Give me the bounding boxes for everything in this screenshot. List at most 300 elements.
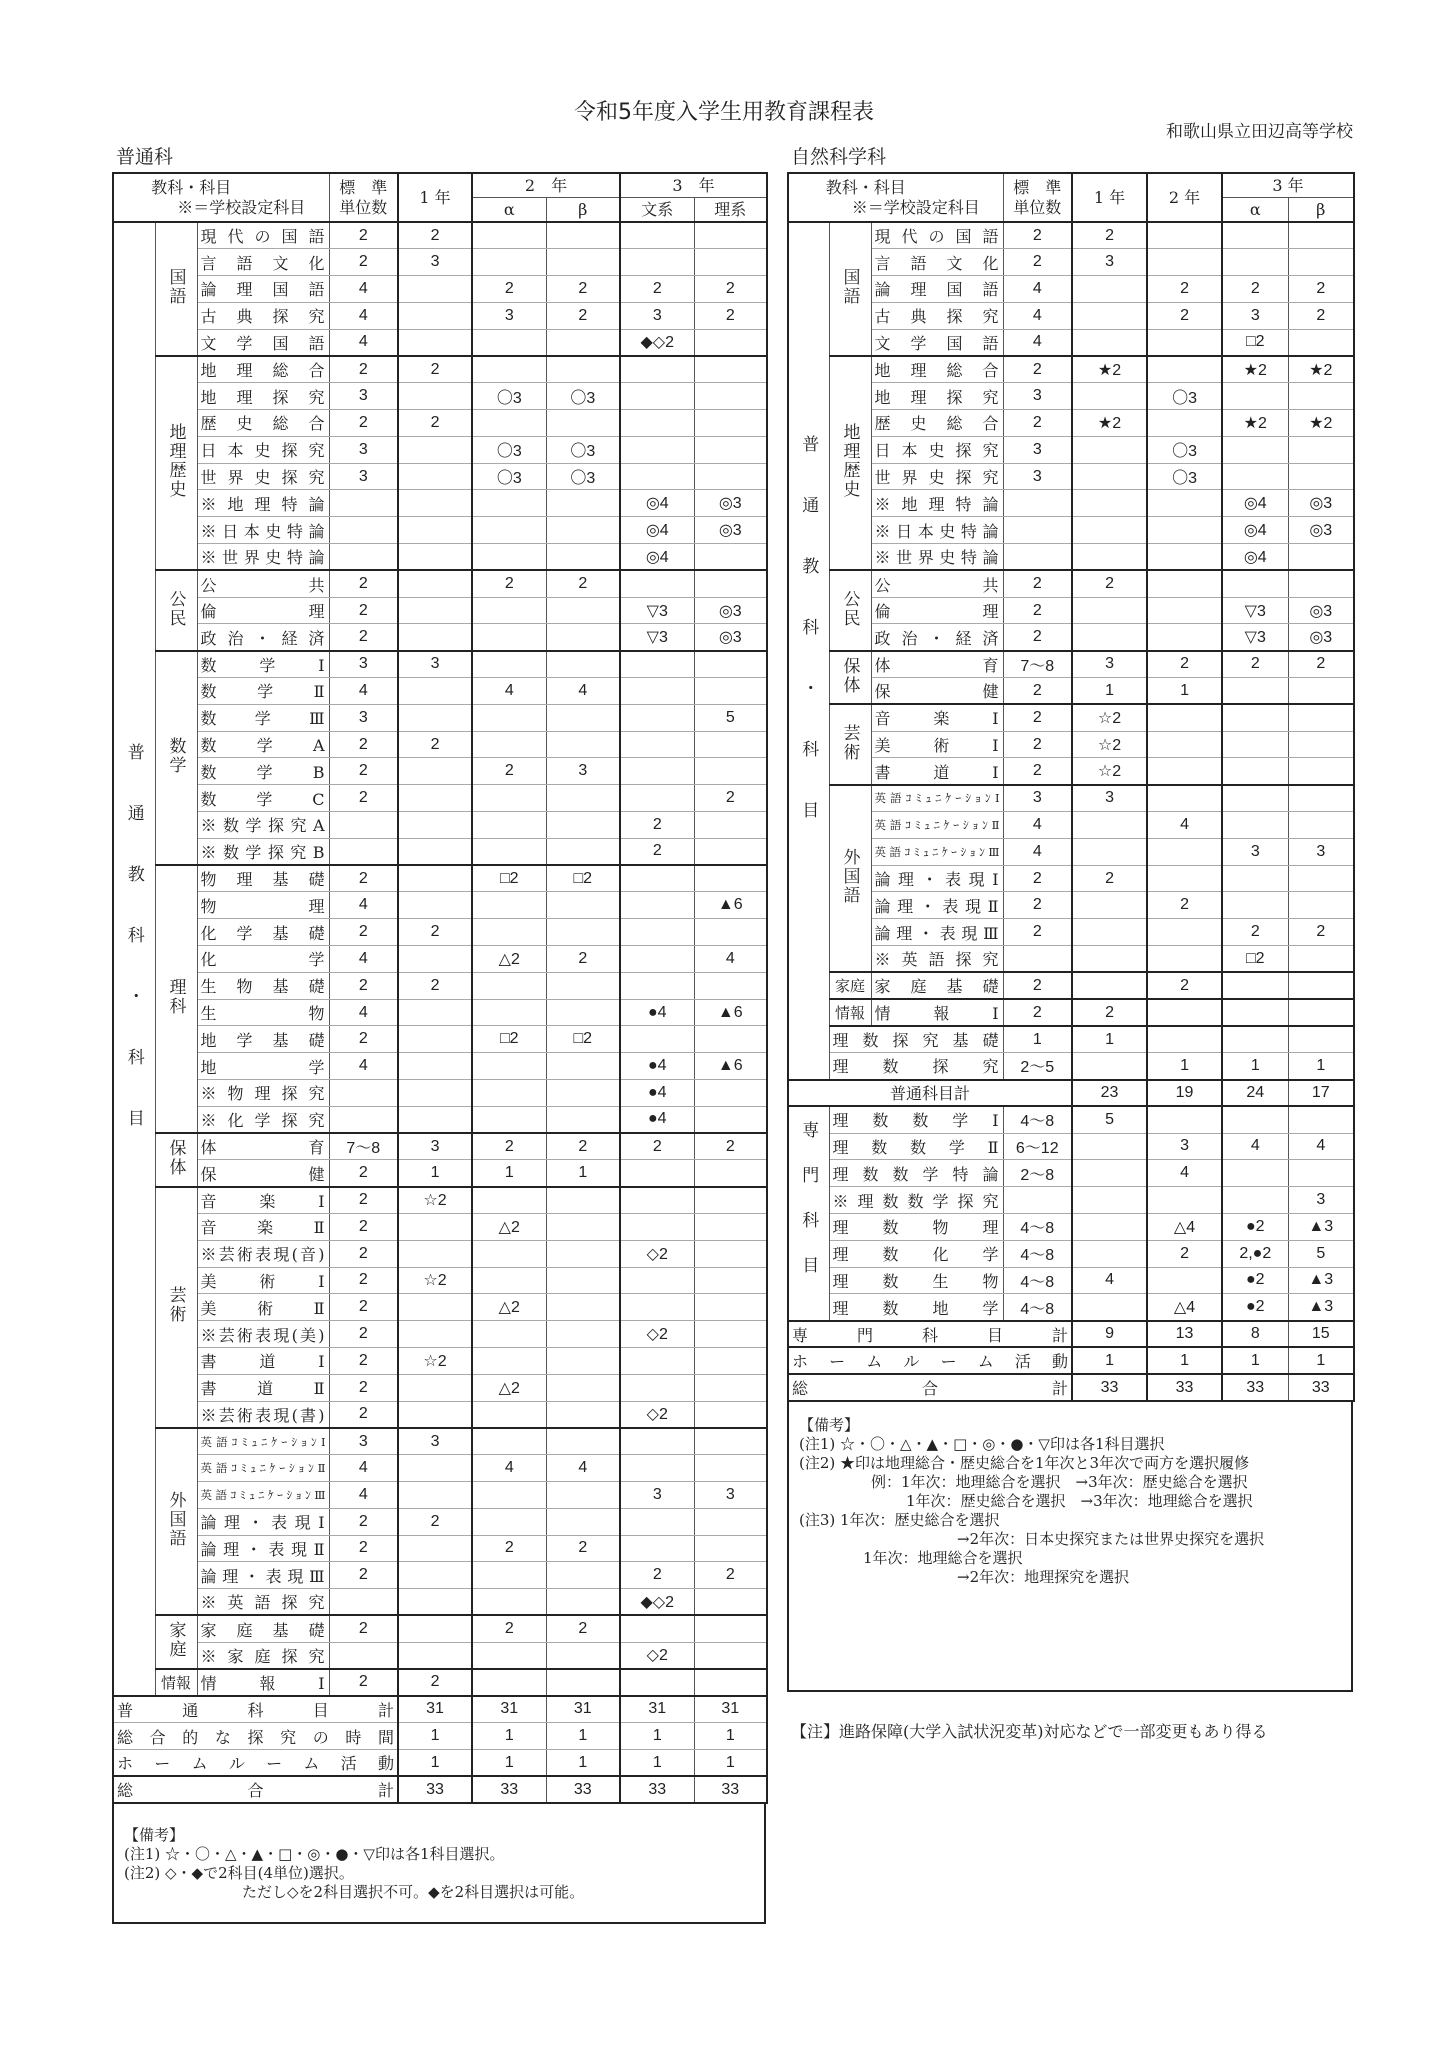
header-std-line2: 単位数: [339, 197, 388, 217]
credit-cell: [620, 946, 694, 973]
credit-cell: 4: [546, 678, 620, 705]
credit-cell: [694, 731, 767, 758]
standard-credits: [329, 812, 398, 839]
credit-cell: △4: [1147, 1294, 1222, 1321]
credit-cell: [472, 1321, 546, 1348]
credit-cell: [1147, 624, 1222, 651]
credit-cell: 2: [620, 812, 694, 839]
credit-cell: [398, 436, 472, 463]
credit-cell: [1288, 678, 1354, 705]
credit-cell: [1288, 731, 1354, 758]
credit-cell: [1072, 972, 1147, 999]
credit-cell: [546, 812, 620, 839]
credit-cell: 〇3: [472, 383, 546, 410]
credit-cell: [1288, 758, 1354, 785]
credit-cell: [398, 785, 472, 812]
credit-cell: 3: [1072, 785, 1147, 812]
credit-cell: 2: [620, 838, 694, 865]
credit-cell: [694, 1401, 767, 1428]
credit-cell: [1222, 249, 1288, 276]
credit-cell: [694, 410, 767, 437]
credit-cell: 1: [398, 1723, 472, 1750]
header-beta: β: [546, 198, 620, 223]
credit-cell: 4: [472, 1455, 546, 1482]
table-row: [113, 1080, 767, 1107]
credit-cell: [1072, 1053, 1147, 1080]
credit-cell: 2: [1147, 302, 1222, 329]
standard-credits: 2: [329, 570, 398, 597]
credit-cell: ●2: [1222, 1213, 1288, 1240]
category-label: 地理歴史: [839, 423, 860, 500]
table-row: [113, 1374, 767, 1401]
credit-cell: 33: [620, 1776, 694, 1803]
credit-cell: [694, 1026, 767, 1053]
standard-credits: 4: [1003, 276, 1072, 303]
credit-cell: [1222, 731, 1288, 758]
credit-cell: [472, 1106, 546, 1133]
credit-cell: ◎3: [694, 597, 767, 624]
standard-credits: 4: [329, 329, 398, 356]
credit-cell: [620, 222, 694, 249]
credit-cell: 3: [1222, 838, 1288, 865]
credit-cell: [620, 410, 694, 437]
credit-cell: [1288, 1026, 1354, 1053]
table-row: [113, 1642, 767, 1669]
standard-credits: 4: [329, 678, 398, 705]
subject-name: 数学Ⅱ: [197, 678, 329, 705]
credit-cell: [472, 1240, 546, 1267]
credit-cell: ◎3: [1288, 517, 1354, 544]
category-cell: [829, 785, 871, 973]
credit-cell: [620, 1535, 694, 1562]
credit-cell: [620, 865, 694, 892]
credit-cell: 1: [694, 1749, 767, 1776]
credit-cell: [398, 329, 472, 356]
credit-cell: [1072, 892, 1147, 919]
side-category: [113, 222, 155, 1696]
table-row: [788, 276, 1354, 303]
subject-name: 地学: [197, 1053, 329, 1080]
table-row: [113, 1240, 767, 1267]
standard-credits: 2: [329, 1240, 398, 1267]
credit-cell: [546, 544, 620, 571]
credit-cell: [1222, 999, 1288, 1026]
standard-credits: 4～8: [1003, 1267, 1072, 1294]
standard-credits: [1003, 946, 1072, 973]
credit-cell: [694, 1321, 767, 1348]
table-row: [113, 597, 767, 624]
note-2-example-2: 1年次：歴史総合を選択 →3年次：地理総合を選択: [906, 1492, 1253, 1511]
credit-cell: [472, 597, 546, 624]
credit-cell: [472, 1562, 546, 1589]
credit-cell: [398, 812, 472, 839]
subject-name: 美術Ⅰ: [197, 1267, 329, 1294]
credit-cell: ◆◇2: [620, 329, 694, 356]
credit-cell: ▽3: [620, 624, 694, 651]
credit-cell: [1222, 704, 1288, 731]
table-row: [113, 1508, 767, 1535]
subject-name: 理数数学特論: [829, 1160, 1003, 1187]
credit-cell: [1288, 892, 1354, 919]
credit-cell: 33: [398, 1776, 472, 1803]
subject-name: 理数生物: [829, 1267, 1003, 1294]
subject-name: 歴史総合: [871, 410, 1003, 437]
category-cell: [829, 972, 871, 999]
subject-name: 地理探究: [197, 383, 329, 410]
note-3: (注3) 1年次：歴史総合を選択: [799, 1511, 1000, 1530]
credit-cell: [1072, 490, 1147, 517]
table-row: [113, 570, 767, 597]
credit-cell: 2: [1288, 651, 1354, 678]
category-label: 公民: [839, 589, 860, 628]
credit-cell: [472, 1187, 546, 1214]
credit-cell: 1: [1072, 1026, 1147, 1053]
credit-cell: [546, 1428, 620, 1455]
subject-name: ※地理特論: [871, 490, 1003, 517]
science-notes: [787, 1402, 1353, 1692]
credit-cell: [398, 597, 472, 624]
credit-cell: [1288, 249, 1354, 276]
category-label: 芸術: [839, 723, 860, 762]
credit-cell: [546, 999, 620, 1026]
credit-cell: [398, 838, 472, 865]
credit-cell: [1222, 570, 1288, 597]
credit-cell: [1147, 329, 1222, 356]
total-label: 総合的な探究の時間: [113, 1723, 398, 1750]
credit-cell: [546, 651, 620, 678]
subject-name: 書道Ⅰ: [871, 758, 1003, 785]
table-row: [113, 1428, 767, 1455]
credit-cell: [546, 1589, 620, 1616]
subject-name: 現代の国語: [871, 222, 1003, 249]
general-course-section: [112, 172, 766, 1924]
header-year1: 1 年: [1072, 173, 1147, 222]
total-row: [113, 1696, 767, 1723]
credit-cell: 2: [694, 785, 767, 812]
credit-cell: [694, 1240, 767, 1267]
credit-cell: ◇2: [620, 1240, 694, 1267]
credit-cell: [398, 1615, 472, 1642]
credit-cell: [694, 1347, 767, 1374]
credit-cell: [620, 1428, 694, 1455]
credit-cell: [398, 946, 472, 973]
subject-name: 音楽Ⅰ: [871, 704, 1003, 731]
credit-cell: [472, 1589, 546, 1616]
credit-cell: ◎4: [620, 544, 694, 571]
standard-credits: 4: [329, 302, 398, 329]
credit-cell: [546, 1374, 620, 1401]
credit-cell: 2: [694, 1133, 767, 1160]
credit-cell: 2: [546, 946, 620, 973]
standard-credits: [329, 517, 398, 544]
table-row: [113, 1294, 767, 1321]
table-row: [113, 972, 767, 999]
table-row: [788, 624, 1354, 651]
credit-cell: ★2: [1222, 356, 1288, 383]
credit-cell: [1147, 704, 1222, 731]
header-alpha: α: [1222, 198, 1288, 223]
credit-cell: [546, 1053, 620, 1080]
credit-cell: [546, 1187, 620, 1214]
credit-cell: [694, 1615, 767, 1642]
standard-credits: 4～8: [1003, 1240, 1072, 1267]
credit-cell: [1072, 1294, 1147, 1321]
standard-credits: 4: [329, 276, 398, 303]
subtotal-label: 普通科目計: [788, 1080, 1072, 1107]
header-subject-label: 教科・科目: [825, 177, 906, 197]
table-row: [113, 544, 767, 571]
credit-cell: [1288, 463, 1354, 490]
total-row: [788, 1347, 1354, 1374]
credit-cell: [1288, 785, 1354, 812]
category-cell: [829, 704, 871, 784]
credit-cell: [1072, 919, 1147, 946]
credit-cell: [546, 1294, 620, 1321]
standard-credits: 2: [1003, 999, 1072, 1026]
table-row: [113, 1267, 767, 1294]
credit-cell: 2: [1072, 999, 1147, 1026]
subject-name: 理数探究: [829, 1053, 1003, 1080]
credit-cell: 1: [1147, 678, 1222, 705]
credit-cell: ▽3: [1222, 597, 1288, 624]
general-notes: [112, 1804, 766, 1924]
standard-credits: 2: [329, 785, 398, 812]
category-cell: [155, 865, 197, 1133]
credit-cell: 3: [620, 1481, 694, 1508]
credit-cell: [1147, 1026, 1222, 1053]
credit-cell: [620, 1187, 694, 1214]
credit-cell: [694, 1213, 767, 1240]
standard-credits: 4: [1003, 838, 1072, 865]
credit-cell: 33: [1147, 1374, 1222, 1401]
credit-cell: [546, 1240, 620, 1267]
credit-cell: [546, 1669, 620, 1696]
credit-cell: [694, 544, 767, 571]
credit-cell: 2: [398, 1508, 472, 1535]
category-label: 外国語: [839, 848, 860, 906]
subject-name: ※日本史特論: [197, 517, 329, 544]
credit-cell: 2: [398, 222, 472, 249]
category-cell: [829, 651, 871, 705]
table-row: [113, 919, 767, 946]
credit-cell: ●2: [1222, 1267, 1288, 1294]
total-label: ホームルーム活動: [788, 1347, 1072, 1374]
credit-cell: [546, 1481, 620, 1508]
standard-credits: 2: [329, 1321, 398, 1348]
credit-cell: [546, 1347, 620, 1374]
credit-cell: 31: [398, 1696, 472, 1723]
header-subject: [788, 173, 1003, 222]
standard-credits: [329, 544, 398, 571]
standard-credits: [1003, 517, 1072, 544]
credit-cell: [398, 1213, 472, 1240]
credit-cell: [1147, 356, 1222, 383]
credit-cell: 3: [398, 249, 472, 276]
table-row: [788, 463, 1354, 490]
credit-cell: [620, 1508, 694, 1535]
side-category-label: 普通教科・科目: [123, 743, 144, 1171]
standard-credits: 2～8: [1003, 1160, 1072, 1187]
subject-name: ※化学探究: [197, 1106, 329, 1133]
table-row: [788, 865, 1354, 892]
subject-name: 現代の国語: [197, 222, 329, 249]
subject-name: 英語ｺﾐｭﾆｹｰｼｮﾝⅠ: [871, 785, 1003, 812]
table-row: [788, 1213, 1354, 1240]
credit-cell: ★2: [1072, 356, 1147, 383]
header-humanities: 文系: [620, 198, 694, 223]
credit-cell: 4: [1147, 1160, 1222, 1187]
credit-cell: 2: [620, 1133, 694, 1160]
table-row: [788, 651, 1354, 678]
credit-cell: 2: [472, 1535, 546, 1562]
standard-credits: 2～5: [1003, 1053, 1072, 1080]
credit-cell: 1: [546, 1160, 620, 1187]
credit-cell: [1072, 1187, 1147, 1214]
table-row: [113, 838, 767, 865]
standard-credits: 2: [329, 1213, 398, 1240]
table-row: [788, 383, 1354, 410]
credit-cell: [1222, 785, 1288, 812]
standard-credits: 2: [329, 249, 398, 276]
credit-cell: ◇2: [620, 1321, 694, 1348]
credit-cell: ☆2: [398, 1267, 472, 1294]
credit-cell: △2: [472, 946, 546, 973]
table-row: [788, 785, 1354, 812]
credit-cell: [546, 1321, 620, 1348]
standard-credits: 2: [329, 1374, 398, 1401]
credit-cell: [546, 892, 620, 919]
standard-credits: 4: [1003, 329, 1072, 356]
credit-cell: [1147, 999, 1222, 1026]
standard-credits: 3: [329, 383, 398, 410]
credit-cell: [694, 1080, 767, 1107]
subject-name: 理数化学: [829, 1240, 1003, 1267]
credit-cell: ◆◇2: [620, 1589, 694, 1616]
category-cell: [829, 222, 871, 356]
table-row: [113, 999, 767, 1026]
table-row: [113, 463, 767, 490]
table-row: [113, 892, 767, 919]
standard-credits: 4: [1003, 812, 1072, 839]
credit-cell: [620, 570, 694, 597]
credit-cell: 〇3: [472, 436, 546, 463]
subject-name: 論理・表現Ⅰ: [871, 865, 1003, 892]
category-cell: [155, 1669, 197, 1696]
subject-name: 英語ｺﾐｭﾆｹｰｼｮﾝⅡ: [871, 812, 1003, 839]
subject-name: 公共: [871, 570, 1003, 597]
credit-cell: [472, 410, 546, 437]
credit-cell: 3: [694, 1481, 767, 1508]
credit-cell: [546, 1508, 620, 1535]
subject-name: 論理・表現Ⅱ: [871, 892, 1003, 919]
credit-cell: 2: [1222, 651, 1288, 678]
credit-cell: [1072, 624, 1147, 651]
credit-cell: ◎4: [620, 517, 694, 544]
standard-credits: 2: [329, 1160, 398, 1187]
credit-cell: [546, 1267, 620, 1294]
category-label: 保体: [839, 656, 860, 695]
credit-cell: [472, 1669, 546, 1696]
total-row: [113, 1749, 767, 1776]
credit-cell: [694, 865, 767, 892]
category-label: 情報: [834, 1004, 865, 1022]
standard-credits: 2: [1003, 249, 1072, 276]
standard-credits: [329, 1642, 398, 1669]
total-label: 総合計: [788, 1374, 1072, 1401]
subject-name: 音楽Ⅱ: [197, 1213, 329, 1240]
subject-name: 書道Ⅰ: [197, 1347, 329, 1374]
subject-name: 保健: [197, 1160, 329, 1187]
credit-cell: 2: [1288, 276, 1354, 303]
subject-name: 倫理: [197, 597, 329, 624]
credit-cell: 2: [546, 302, 620, 329]
credit-cell: □2: [1222, 329, 1288, 356]
subject-name: 生物: [197, 999, 329, 1026]
credit-cell: [472, 1508, 546, 1535]
credit-cell: [1222, 972, 1288, 999]
credit-cell: [1072, 1213, 1147, 1240]
table-row: [113, 758, 767, 785]
credit-cell: ●4: [620, 1080, 694, 1107]
credit-cell: 2: [1147, 1240, 1222, 1267]
credit-cell: 33: [1222, 1374, 1288, 1401]
credit-cell: 19: [1147, 1080, 1222, 1107]
credit-cell: [1222, 1106, 1288, 1133]
credit-cell: [398, 1080, 472, 1107]
credit-cell: [472, 1642, 546, 1669]
table-row: [788, 972, 1354, 999]
credit-cell: 2: [1072, 222, 1147, 249]
table-row: [788, 302, 1354, 329]
credit-cell: [1222, 1026, 1288, 1053]
credit-cell: 3: [1147, 1133, 1222, 1160]
subject-name: 化学: [197, 946, 329, 973]
credit-cell: [398, 544, 472, 571]
credit-cell: ★2: [1288, 356, 1354, 383]
note-2: (注2) ★印は地理総合・歴史総合を1年次と3年次で両方を選択履修: [799, 1454, 1250, 1473]
credit-cell: [1222, 436, 1288, 463]
note-3-cont-3: →2年次：地理探究を選択: [957, 1568, 1130, 1587]
table-row: [788, 812, 1354, 839]
credit-cell: ★2: [1072, 410, 1147, 437]
credit-cell: 2: [1288, 302, 1354, 329]
subject-name: 数学Ⅲ: [197, 704, 329, 731]
credit-cell: 2: [398, 410, 472, 437]
standard-credits: 3: [329, 1428, 398, 1455]
credit-cell: 〇3: [1147, 436, 1222, 463]
credit-cell: ▲3: [1288, 1213, 1354, 1240]
table-row: [788, 597, 1354, 624]
credit-cell: [546, 1401, 620, 1428]
credit-cell: [546, 838, 620, 865]
subject-name: 英語ｺﾐｭﾆｹｰｼｮﾝⅢ: [871, 838, 1003, 865]
credit-cell: 1: [472, 1723, 546, 1750]
category-label: 家庭: [165, 1621, 186, 1660]
credit-cell: ▲6: [694, 999, 767, 1026]
credit-cell: 2: [546, 1535, 620, 1562]
subject-name: 地理総合: [871, 356, 1003, 383]
category-cell: [155, 1133, 197, 1187]
credit-cell: [620, 919, 694, 946]
note-3-cont-1: →2年次：日本史探究または世界史探究を選択: [957, 1530, 1265, 1549]
credit-cell: [1288, 1106, 1354, 1133]
credit-cell: [1288, 383, 1354, 410]
credit-cell: 〇3: [546, 383, 620, 410]
standard-credits: 2: [329, 865, 398, 892]
standard-credits: 2: [1003, 865, 1072, 892]
total-label: 普通科目計: [113, 1696, 398, 1723]
note-2: (注2) ◇・◆で2科目(4単位)選択。: [124, 1864, 354, 1883]
